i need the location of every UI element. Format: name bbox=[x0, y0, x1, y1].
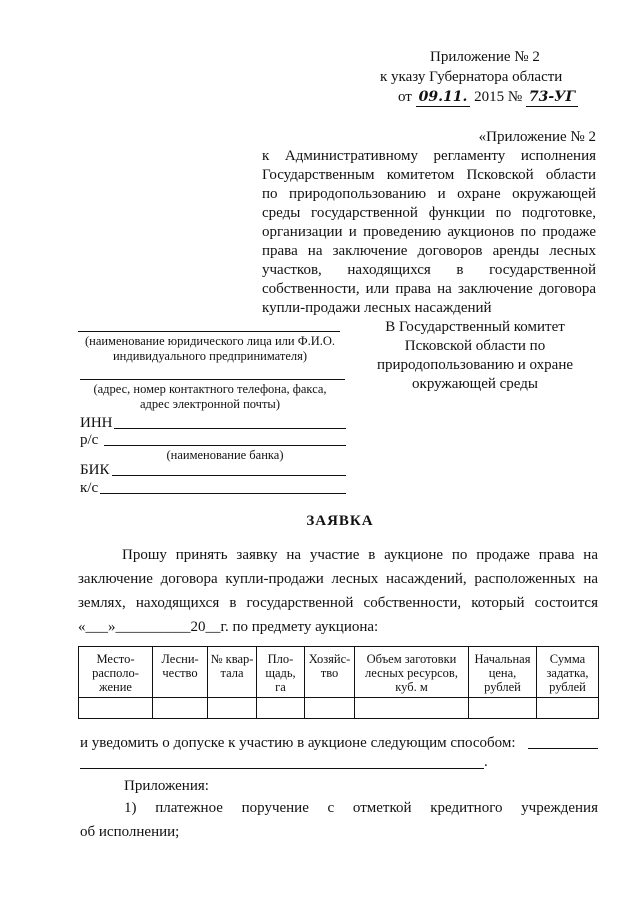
handwritten-number: 73-УГ bbox=[526, 88, 578, 107]
address-caption bbox=[70, 382, 350, 412]
table-header-row bbox=[79, 647, 599, 698]
address-caption-line2: адрес электронной почты) bbox=[139, 397, 280, 411]
table-cell[interactable] bbox=[305, 698, 355, 719]
table-cell[interactable] bbox=[208, 698, 257, 719]
addressee-line: окружающей среды bbox=[412, 376, 538, 392]
bik-label: БИК bbox=[80, 462, 110, 478]
name-caption-line2: индивидуального предпринимателя) bbox=[112, 349, 308, 363]
regulation-line: «Приложение № 2 bbox=[478, 129, 596, 145]
handwritten-date: 09.11. bbox=[416, 88, 471, 107]
inn-label: ИНН bbox=[80, 415, 113, 431]
inn-line bbox=[114, 428, 346, 429]
header-line1: Приложение № 2 bbox=[430, 49, 540, 65]
table-header-cell: Пло-щадь, га bbox=[257, 647, 305, 698]
name-caption bbox=[70, 334, 350, 364]
notify-period: . bbox=[484, 754, 488, 770]
applicant-name-line bbox=[78, 331, 340, 332]
attachment-item-line: 1) платежное поручение с отметкой кредитного учреждения bbox=[124, 800, 598, 816]
name-caption-line1: (наименование юридического лица или Ф.И.О. bbox=[84, 334, 336, 348]
table-header-cell: Лесни-чество bbox=[153, 647, 208, 698]
table-cell[interactable] bbox=[537, 698, 599, 719]
regulation-line: купли-продажи лесных насаждений bbox=[262, 300, 492, 316]
table-header-cell: Хозяйс-тво bbox=[305, 647, 355, 698]
header-line2: к указу Губернатора области bbox=[380, 69, 563, 85]
notify-text: и уведомить о допуске к участию в аукционе следующим способом: bbox=[80, 735, 516, 751]
attachment-item-line: об исполнении; bbox=[80, 824, 180, 840]
table-row bbox=[79, 698, 599, 719]
request-paragraph bbox=[78, 543, 598, 639]
from-label: от bbox=[398, 89, 412, 105]
document-title: ЗАЯВКА bbox=[306, 513, 374, 529]
address-caption-line1: (адрес, номер контактного телефона, факса, bbox=[93, 382, 327, 396]
attachments-list bbox=[80, 796, 598, 844]
table-header-cell: № квар-тала bbox=[208, 647, 257, 698]
address-line bbox=[80, 379, 345, 380]
request-line: заключение договора купли-продажи лесных насаждений, расположенных на bbox=[78, 571, 598, 587]
bik-line bbox=[112, 475, 346, 476]
regulation-line: по природопользованию и охране окружающей bbox=[262, 186, 596, 202]
request-line-date: «___»__________20__г. по предмету аукциона: bbox=[78, 619, 379, 635]
regulation-line: участков, находящихся в государственной bbox=[262, 262, 596, 278]
table-header-cell: Место-располо-жение bbox=[79, 647, 153, 698]
table-cell[interactable] bbox=[153, 698, 208, 719]
notify-method-line bbox=[528, 748, 598, 749]
request-line: Прошу принять заявку на участие в аукционе по продаже права на bbox=[122, 547, 598, 563]
table-cell[interactable] bbox=[469, 698, 537, 719]
table-header-cell: Начальная цена, рублей bbox=[469, 647, 537, 698]
regulation-line: организации и проведению аукционов по продаже bbox=[262, 224, 596, 240]
addressee-line: Псковской области по bbox=[404, 338, 546, 354]
request-line: землях, находящихся в государственной собственности, который состоится bbox=[78, 595, 598, 611]
addressee-line: В Государственный комитет bbox=[385, 319, 565, 335]
account-line bbox=[104, 445, 346, 446]
regulation-line: собственности, или права на заключение договора bbox=[262, 281, 596, 297]
attachments-heading: Приложения: bbox=[124, 778, 209, 794]
year-number-text: 2015 № bbox=[474, 89, 523, 105]
regulation-line: права на заключение договоров аренды лесных bbox=[262, 243, 596, 259]
notify-method-line-2 bbox=[80, 768, 484, 769]
table-header-cell: Объем заготовки лесных ресурсов, куб. м bbox=[355, 647, 469, 698]
corr-account-label: к/с bbox=[80, 480, 99, 496]
regulation-block bbox=[262, 128, 596, 318]
addressee-line: природопользованию и охране bbox=[376, 357, 574, 373]
bank-caption: (наименование банка) bbox=[166, 448, 284, 462]
corr-account-line bbox=[100, 493, 346, 494]
header-line3 bbox=[398, 88, 578, 107]
regulation-line: Государственным комитетом Псковской области bbox=[262, 167, 596, 183]
table-cell[interactable] bbox=[79, 698, 153, 719]
account-label: р/с bbox=[80, 432, 99, 448]
auction-lot-table bbox=[78, 646, 599, 719]
regulation-line: среды государственной функции по подготовке, bbox=[262, 205, 596, 221]
table-header-cell: Сумма задатка, рублей bbox=[537, 647, 599, 698]
table-cell[interactable] bbox=[257, 698, 305, 719]
table-cell[interactable] bbox=[355, 698, 469, 719]
regulation-line: к Административному регламенту исполнения bbox=[262, 148, 596, 164]
addressee-block bbox=[352, 318, 598, 394]
